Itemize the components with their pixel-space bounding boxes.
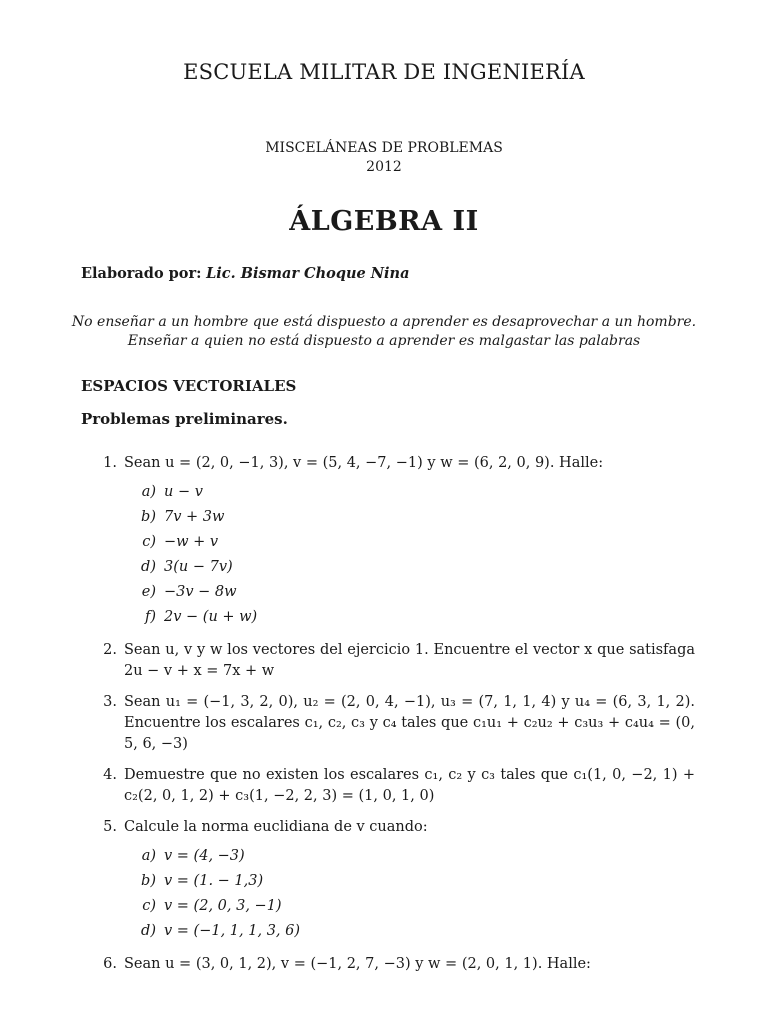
list-item: a) v = (4, −3) [141,848,245,864]
list-item: b) 7v + 3w [141,509,225,525]
problem-4 [81,765,695,807]
problem-number: 1. [103,455,117,471]
problem-1 [81,453,695,630]
author-name: Lic. Bismar Choque Nina [206,265,410,282]
problem-list [81,453,695,985]
misc-header [0,139,768,177]
list-item: e) −3v − 8w [141,584,237,600]
problem-text: Calcule la norma euclidiana de v cuando: [124,819,428,835]
list-item: b) v = (1. − 1,3) [141,873,264,889]
problem-number: 2. [103,642,117,658]
problem-text: Demuestre que no existen los escalares c₁, c₂ y c₃ tales que c₁(1, 0, −2, 1) + c₂(2, 0, 1, 2) + c₃(1, −2, 2, 3) = (1, 0, 1, 0) [124,767,695,804]
year: 2012 [366,159,402,175]
author-line [81,265,409,282]
section-title: ESPACIOS VECTORIALES [81,377,297,395]
problem-text: Sean u = (3, 0, 1, 2), v = (−1, 2, 7, −3) y w = (2, 0, 1, 1). Halle: [124,956,591,972]
quote [0,313,768,351]
list-item: d) 3(u − 7v) [141,559,233,575]
problem-6 [81,954,695,975]
misc-title: MISCELÁNEAS DE PROBLEMAS [265,140,503,156]
list-item: a) u − v [141,484,203,500]
problem-number: 6. [103,956,117,972]
list-item: c) v = (2, 0, 3, −1) [142,898,282,914]
list-item: c) −w + v [142,534,219,550]
quote-line-2: Enseñar a quien no está dispuesto a aprender es malgastar las palabras [127,333,641,349]
author-label: Elaborado por: [81,265,202,282]
list-item: d) v = (−1, 1, 1, 3, 6) [141,923,301,939]
school-name: ESCUELA MILITAR DE INGENIERÍA [183,60,585,84]
list-item: f) 2v − (u + w) [144,609,258,625]
problem-5 [81,817,695,944]
problem-text: Sean u₁ = (−1, 3, 2, 0), u₂ = (2, 0, 4, −1), u₃ = (7, 1, 1, 4) y u₄ = (6, 3, 1, 2). Encuentre los escalares c₁, c₂, c₃ y c₄ tales que c₁u₁ + c₂u₂ + c₃u₃ + c₄u₄ = (0, 5, 6, −3) [124,694,695,752]
course-title: ÁLGEBRA II [289,206,479,237]
problem-number: 5. [103,819,117,835]
problem-2 [81,640,695,682]
subsection-title: Problemas preliminares. [81,410,288,428]
problem-number: 4. [103,767,117,783]
problem-number: 3. [103,694,117,710]
subitem-list [124,480,695,630]
subitem-list [124,844,695,944]
problem-text: Sean u, v y w los vectores del ejercicio 1. Encuentre el vector x que satisfaga 2u − v + x = 7x + w [124,642,695,679]
problem-3 [81,692,695,755]
problem-text: Sean u = (2, 0, −1, 3), v = (5, 4, −7, −1) y w = (6, 2, 0, 9). Halle: [124,455,604,471]
quote-line-1: No enseñar a un hombre que está dispuesto a aprender es desaprovechar a un hombre. [71,314,697,330]
